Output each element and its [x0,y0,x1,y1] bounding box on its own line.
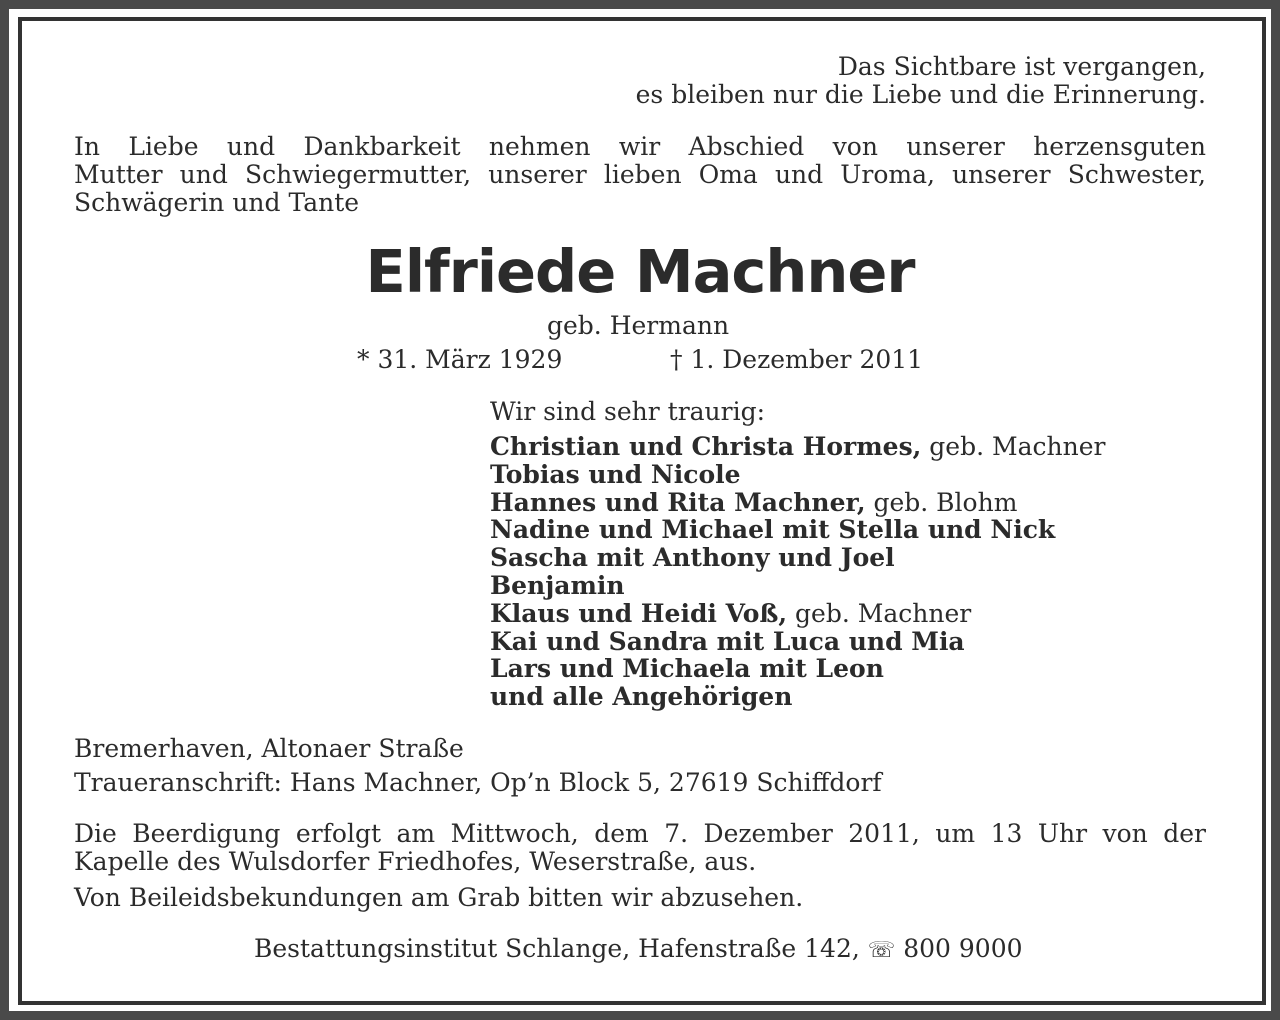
place-line: Bremerhaven, Altonaer Straße [74,734,464,763]
mourner-entry [490,461,1105,489]
funeral-line: Die Beerdigung erfolgt am Mittwoch, dem 7. Dezember 2011, um 13 Uhr von der [74,819,1206,848]
mourner-entry [490,433,1105,461]
funeral-paragraph [74,820,1206,876]
motto-line-1: Das Sichtbare ist vergangen, [837,52,1206,81]
mourning-address: Traueranschrift: Hans Machner, Op’n Block 5, 27619 Schiffdorf [74,768,882,797]
mourners-intro: Wir sind sehr traurig: [490,397,766,426]
mourner-entry [490,489,1105,517]
mourner-entry [490,572,1105,600]
birth-name: geb. Hermann [547,311,730,340]
mourner-entry [490,516,1105,544]
mourner-entry [490,600,1105,628]
undertaker-line [254,935,1023,965]
intro-line: Mutter und Schwiegermutter, unserer lieben Oma und Uroma, unserer Schwester, [74,160,1206,189]
undertaker-name: Bestattungsinstitut Schlange, Hafenstraße 142, [254,934,860,963]
condolence-note: Von Beileidsbekundungen am Grab bitten wir abzusehen. [74,883,804,912]
mourner-entry [490,655,1105,683]
mourner-names: Sascha mit Anthony und Joel [490,543,895,573]
funeral-line: Kapelle des Wulsdorfer Friedhofes, Weserstraße, aus. [74,847,757,876]
mourner-names: und alle Angehörigen [490,682,793,712]
mourner-names: Benjamin [490,570,625,600]
deceased-name: Elfriede Machner [365,237,915,306]
mourner-names: Nadine und Michael mit Stella und Nick [490,515,1056,545]
phone-icon: ☏ [867,938,896,963]
mourner-maiden-name: geb. Machner [787,598,972,628]
mourner-names: Hannes und Rita Machner, [490,487,866,517]
mourner-entry [490,628,1105,656]
undertaker-phone: 800 9000 [903,934,1023,963]
mourner-names: Tobias und Nicole [490,459,741,489]
intro-line: Schwägerin und Tante [74,188,360,217]
mourner-maiden-name: geb. Machner [921,432,1106,461]
mourner-entry [490,683,1105,711]
mourner-names: Christian und Christa Hormes, [490,432,922,461]
birth-date: * 31. März 1929 [357,345,563,374]
mourner-maiden-name: geb. Blohm [865,487,1018,517]
motto-line-2: es bleiben nur die Liebe und die Erinnerung. [635,80,1206,109]
mourner-entry [490,544,1105,572]
death-date: † 1. Dezember 2011 [670,345,924,374]
mourner-names: Lars und Michaela mit Leon [490,654,884,684]
mourner-names: Kai und Sandra mit Luca und Mia [490,626,965,656]
mourner-names: Klaus und Heidi Voß, [490,598,788,628]
intro-line: In Liebe und Dankbarkeit nehmen wir Abschied von unserer herzensguten [74,132,1206,161]
intro-paragraph [74,133,1206,217]
mourners-list [490,433,1105,711]
